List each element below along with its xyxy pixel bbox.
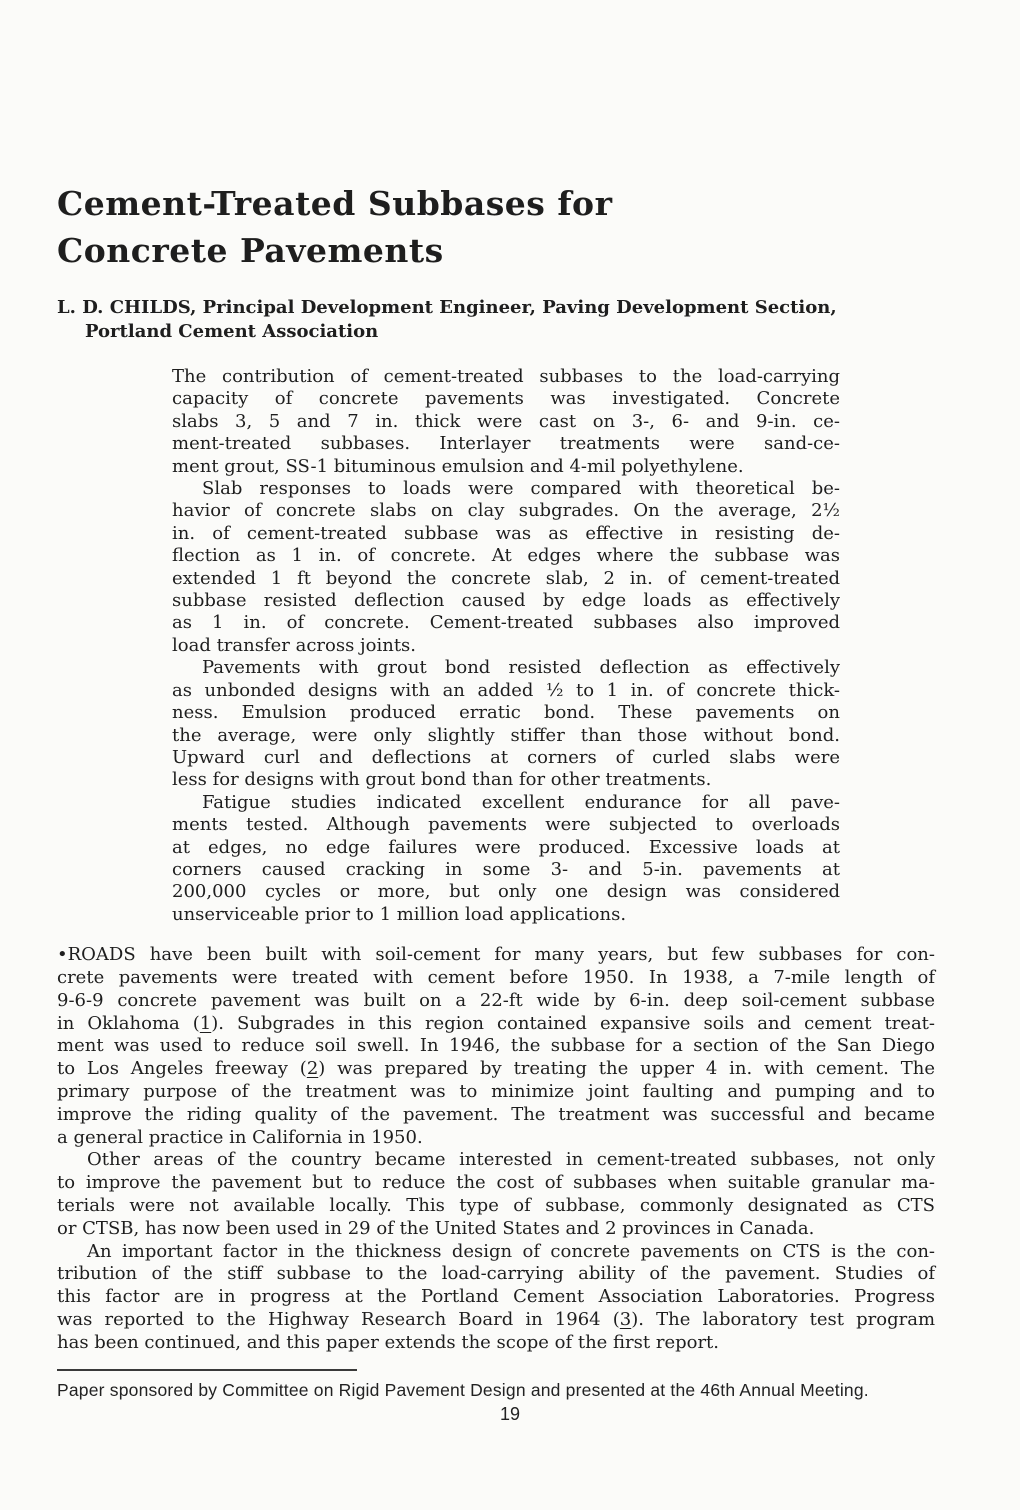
text-line: Fatigue studies indicated excellent endurance for all pave- (202, 791, 840, 813)
text-line: tribution of the stiff subbase to the load-carrying ability of the pavement. Studies of (57, 1263, 935, 1285)
paragraph (57, 944, 935, 1149)
text-line: at edges, no edge failures were produced. Excessive loads at (172, 836, 840, 858)
author-byline (57, 296, 935, 344)
paragraph (172, 366, 840, 478)
paragraph (172, 478, 840, 657)
text-line: The contribution of cement-treated subbases to the load-carrying (172, 366, 840, 387)
paper-title-line1: Cement-Treated Subbases for (57, 184, 613, 223)
text-line: flection as 1 in. of concrete. At edges where the subbase was (172, 545, 840, 567)
text-line: to Los Angeles freeway (2) was prepared by treating the upper 4 in. with cement. The (57, 1058, 935, 1080)
page-number: 19 (499, 1403, 521, 1424)
text-line: in Oklahoma (1). Subgrades in this region contained expansive soils and cement treat- (57, 1012, 935, 1034)
text-line: Upward curl and deflections at corners of curled slabs were (172, 746, 840, 768)
paragraph (172, 657, 840, 791)
abstract-block (172, 366, 840, 926)
text-line: Other areas of the country became interested in cement-treated subbases, not only (87, 1149, 935, 1171)
text-line: ment was used to reduce soil swell. In 1946, the subbase for a section of the San Diego (57, 1035, 935, 1057)
text-line: ment grout, SS-1 bituminous emulsion and 4-mil polyethylene. (172, 455, 744, 477)
text-line: less for designs with grout bond than for other treatments. (172, 769, 712, 791)
text-line: Slab responses to loads were compared with theoretical be- (202, 478, 840, 500)
text-line: capacity of concrete pavements was investigated. Concrete (172, 388, 840, 410)
text-line: the average, were only slightly stiffer than those without bond. (172, 724, 840, 746)
paragraph (172, 792, 840, 926)
text-line: corners caused cracking in some 3- and 5-in. pavements at (172, 858, 840, 880)
text-line: primary purpose of the treatment was to minimize joint faulting and pumping and to (57, 1080, 935, 1102)
text-line: has been continued, and this paper extends the scope of the first report. (57, 1331, 720, 1353)
text-line: to improve the pavement but to reduce the cost of subbases when suitable granular ma- (57, 1172, 935, 1194)
text-line: crete pavements were treated with cement before 1950. In 1938, a 7-mile length of (57, 966, 935, 988)
text-line: improve the riding quality of the pavement. The treatment was successful and became (57, 1103, 935, 1125)
text-line: this factor are in progress at the Portland Cement Association Laboratories. Progress (57, 1286, 935, 1308)
text-line: •ROADS have been built with soil-cement for many years, but few subbases for con- (57, 944, 935, 966)
paper-title-line2: Concrete Pavements (57, 231, 444, 270)
text-line: in. of cement-treated subbase was as effective in resisting de- (172, 522, 840, 544)
text-line: or CTSB, has now been used in 29 of the United States and 2 provinces in Canada. (57, 1217, 815, 1239)
reference-number: 1 (199, 1012, 212, 1034)
paragraph (57, 1241, 935, 1355)
text-line: 200,000 cycles or more, but only one design was considered (172, 881, 840, 903)
reference-number: 3 (619, 1308, 632, 1330)
paper-title (57, 0, 935, 274)
text-line: slabs 3, 5 and 7 in. thick were cast on 3-, 6- and 9-in. ce- (172, 410, 840, 432)
text-line: terials were not available locally. This type of subbase, commonly designated as CTS (57, 1194, 935, 1216)
text-line: ness. Emulsion produced erratic bond. These pavements on (172, 702, 840, 724)
text-line: load transfer across joints. (172, 634, 417, 656)
text-line: extended 1 ft beyond the concrete slab, 2 in. of cement-treated (172, 567, 840, 589)
text-line: havior of concrete slabs on clay subgrades. On the average, 2½ (172, 500, 840, 522)
text-line: as unbonded designs with an added ½ to 1 in. of concrete thick- (172, 679, 840, 701)
footnote-divider (57, 1369, 357, 1371)
text-line: ment-treated subbases. Interlayer treatments were sand-ce- (172, 433, 840, 455)
text-line: Pavements with grout bond resisted deflection as effectively (202, 657, 840, 679)
text-line: 9-6-9 concrete pavement was built on a 22-ft wide by 6-in. deep soil-cement subbase (57, 989, 935, 1011)
text-line: subbase resisted deflection caused by edge loads as effectively (172, 590, 840, 612)
text-line: unserviceable prior to 1 million load applications. (172, 903, 627, 925)
text-line: as 1 in. of concrete. Cement-treated subbases also improved (172, 612, 840, 634)
byline-line1: L. D. CHILDS, Principal Development Engineer, Paving Development Section, (57, 297, 837, 318)
text-line: a general practice in California in 1950. (57, 1126, 423, 1148)
body-text-block (57, 944, 935, 1354)
reference-number: 2 (306, 1058, 319, 1080)
paragraph (57, 1149, 935, 1240)
text-line: An important factor in the thickness design of concrete pavements on CTS is the con- (87, 1240, 935, 1262)
text-line: ments tested. Although pavements were subjected to overloads (172, 814, 840, 836)
footnote-text: Paper sponsored by Committee on Rigid Pavement Design and presented at the 46th Annual Meeting. (57, 1379, 869, 1400)
byline-line2: Portland Cement Association (85, 321, 379, 342)
text-line: was reported to the Highway Research Board in 1964 (3). The laboratory test program (57, 1308, 936, 1330)
